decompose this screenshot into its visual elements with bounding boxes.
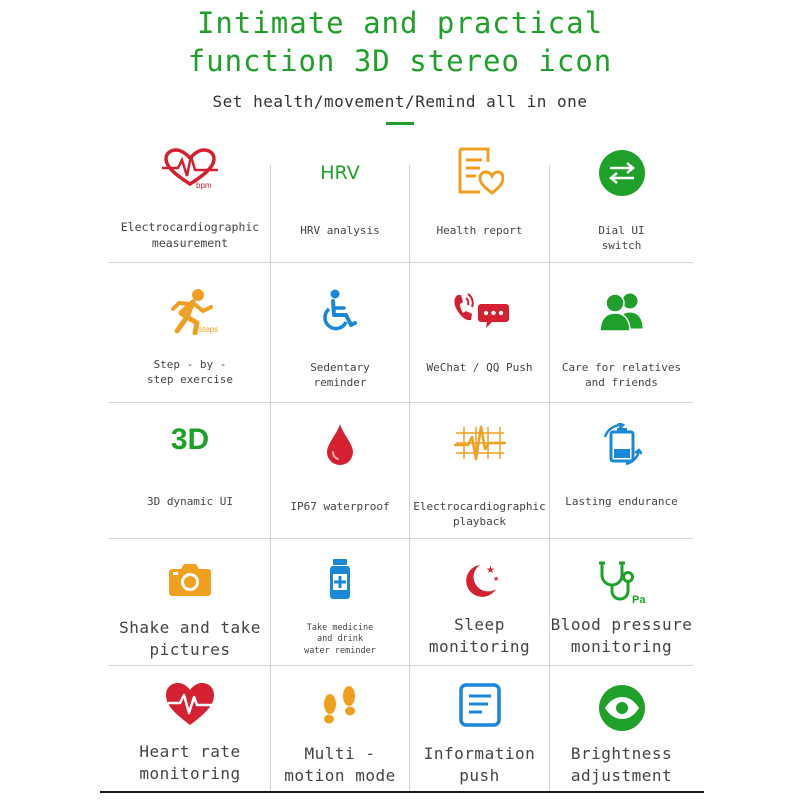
- feature-tile-sedentary: [271, 263, 409, 402]
- feature-label: Lasting endurance: [565, 495, 678, 508]
- feature-label: Blood pressure monitoring: [550, 615, 693, 657]
- feature-tile-dial-ui: [550, 140, 693, 262]
- ecg-heart-icon: [160, 148, 220, 194]
- feature-tile-hrv: [271, 140, 409, 262]
- feature-label: HRV analysis: [300, 224, 380, 237]
- phone-chat-icon: [450, 289, 510, 333]
- page-title-line-2: function 3D stereo icon: [187, 44, 613, 78]
- feature-tile-waterproof: [271, 403, 409, 538]
- title-accent-bar: [386, 122, 414, 125]
- ecg-wave-icon: [452, 423, 508, 467]
- battery-refresh-icon: [602, 423, 642, 469]
- page-title-line-1: Intimate and practical: [196, 6, 604, 40]
- feature-tile-care-relatives: [550, 263, 693, 402]
- feature-tile-info-push: [410, 666, 549, 791]
- svg-text:bpm: bpm: [196, 181, 212, 190]
- feature-tile-steps: [110, 263, 270, 402]
- health-report-icon: [456, 146, 504, 200]
- feature-label: 3D dynamic UI: [146, 495, 234, 508]
- feature-tile-medicine: [271, 539, 409, 665]
- feature-label: Shake and take pictures: [119, 618, 261, 660]
- switch-arrows-icon: [598, 149, 646, 201]
- feature-tile-camera: [110, 539, 270, 665]
- heart-pulse-icon: [164, 681, 216, 731]
- feature-label: Care for relatives and friends: [561, 361, 682, 389]
- feature-label: Sleep monitoring: [428, 615, 531, 657]
- feature-tile-multi-motion: [271, 666, 409, 791]
- people-icon: [599, 291, 645, 335]
- feature-tile-health-report: [410, 140, 549, 262]
- feature-label: Take medicine and drink water reminder: [304, 623, 376, 656]
- stethoscope-icon: [596, 559, 648, 609]
- svg-text:Pa: Pa: [631, 594, 645, 605]
- wheelchair-icon: [320, 289, 360, 337]
- bottom-border: [100, 791, 704, 793]
- medicine-bottle-icon: [327, 557, 353, 605]
- feature-tile-ecg-playback: [410, 403, 549, 538]
- feature-tile-heart-rate: [110, 666, 270, 791]
- feature-label: Multi - motion mode: [284, 744, 396, 786]
- hrv-text-icon: HRV: [320, 162, 360, 184]
- feature-tile-wechat-push: [410, 263, 549, 402]
- 3d-text-icon: 3D: [170, 423, 210, 456]
- feature-label: Health report: [436, 224, 523, 237]
- feature-label: Sedentary reminder: [310, 361, 370, 389]
- feature-label: IP67 waterproof: [290, 500, 390, 513]
- camera-icon: [168, 561, 212, 601]
- feature-label: Step - by - step exercise: [146, 358, 234, 386]
- footprints-icon: [318, 684, 362, 732]
- feature-tile-brightness: [550, 666, 693, 791]
- feature-label: WeChat / QQ Push: [426, 361, 533, 374]
- feature-tile-ecg: [110, 140, 270, 262]
- svg-text:steps: steps: [199, 325, 219, 334]
- feature-tile-sleep: [410, 539, 549, 665]
- svg-text:★: ★: [492, 575, 499, 583]
- feature-label: Heart rate monitoring: [139, 742, 241, 784]
- feature-label: Electrocardiographic playback: [413, 500, 546, 528]
- runner-icon: [157, 287, 223, 339]
- feature-tile-3d-ui: [110, 403, 270, 538]
- moon-stars-icon: [460, 559, 500, 603]
- feature-tile-endurance: [550, 403, 693, 538]
- feature-label: Dial UI switch: [598, 224, 645, 252]
- feature-label: Brightness adjustment: [570, 744, 673, 786]
- svg-text:★: ★: [485, 565, 495, 576]
- feature-label: Information push: [423, 744, 536, 786]
- feature-tile-blood-pressure: [550, 539, 693, 665]
- document-lines-icon: [458, 682, 502, 732]
- water-drop-icon: [325, 422, 355, 470]
- eye-icon: [598, 684, 646, 736]
- feature-label: Electrocardiographic measurement: [120, 220, 260, 250]
- page-subtitle: Set health/movement/Remind all in one: [212, 92, 588, 111]
